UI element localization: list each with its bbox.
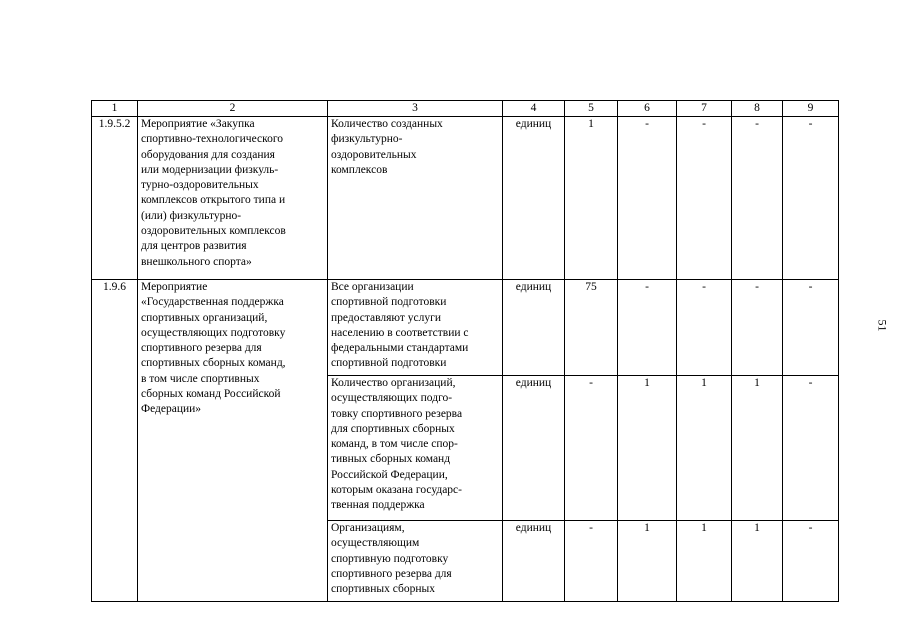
page-number: 51	[875, 319, 890, 332]
value-col-5: -	[565, 521, 618, 602]
value-col-8: 1	[732, 376, 783, 521]
unit-cell: единиц	[503, 117, 565, 280]
header-col-2: 2	[138, 101, 328, 117]
value-col-8: -	[732, 280, 783, 376]
unit-cell: единиц	[503, 521, 565, 602]
value-col-9: -	[783, 376, 839, 521]
header-col-1: 1	[92, 101, 138, 117]
value-col-8: -	[732, 117, 783, 280]
row-number: 1.9.5.2	[92, 117, 138, 280]
value-col-7: 1	[677, 376, 732, 521]
value-col-9: -	[783, 117, 839, 280]
unit-cell: единиц	[503, 280, 565, 376]
value-col-5: 75	[565, 280, 618, 376]
header-col-8: 8	[732, 101, 783, 117]
value-col-7: 1	[677, 521, 732, 602]
header-col-7: 7	[677, 101, 732, 117]
event-description: Мероприятие «Закупка спортивно-технологического оборудования для создания или модернизации физкуль- турно-оздоровительных комплексов открытого типа и (или) физкультурно- оздоровительных комплексов для центров развития внешкольного спорта»	[138, 117, 328, 280]
table-header-row	[92, 101, 839, 117]
table-row	[92, 280, 839, 376]
indicator-description: Количество организаций, осуществляющих подго- товку спортивного резерва для спортивных сборных команд, в том числе спор- тивных сборных команд Российской Федерации, которым оказана государс- твенная поддержка	[328, 376, 503, 521]
indicator-description: Количество созданных физкультурно- оздоровительных комплексов	[328, 117, 503, 280]
value-col-5: 1	[565, 117, 618, 280]
value-col-5: -	[565, 376, 618, 521]
value-col-6: -	[618, 117, 677, 280]
header-col-9: 9	[783, 101, 839, 117]
event-description: Мероприятие «Государственная поддержка спортивных организаций, осуществляющих подготовку спортивного резерва для спортивных сборных команд, в том числе спортивных сборных команд Российской Федерации»	[138, 280, 328, 602]
value-col-6: -	[618, 280, 677, 376]
value-col-7: -	[677, 280, 732, 376]
header-col-5: 5	[565, 101, 618, 117]
header-col-6: 6	[618, 101, 677, 117]
value-col-9: -	[783, 521, 839, 602]
row-number: 1.9.6	[92, 280, 138, 602]
value-col-6: 1	[618, 521, 677, 602]
header-col-3: 3	[328, 101, 503, 117]
indicator-description: Все организации спортивной подготовки предоставляют услуги населению в соответствии с федеральными стандартами спортивной подготовки	[328, 280, 503, 376]
unit-cell: единиц	[503, 376, 565, 521]
value-col-9: -	[783, 280, 839, 376]
table-row	[92, 117, 839, 280]
header-col-4: 4	[503, 101, 565, 117]
indicator-description: Организациям, осуществляющим спортивную подготовку спортивного резерва для спортивных сборных	[328, 521, 503, 602]
value-col-6: 1	[618, 376, 677, 521]
value-col-8: 1	[732, 521, 783, 602]
value-col-7: -	[677, 117, 732, 280]
indicators-table	[91, 100, 839, 602]
